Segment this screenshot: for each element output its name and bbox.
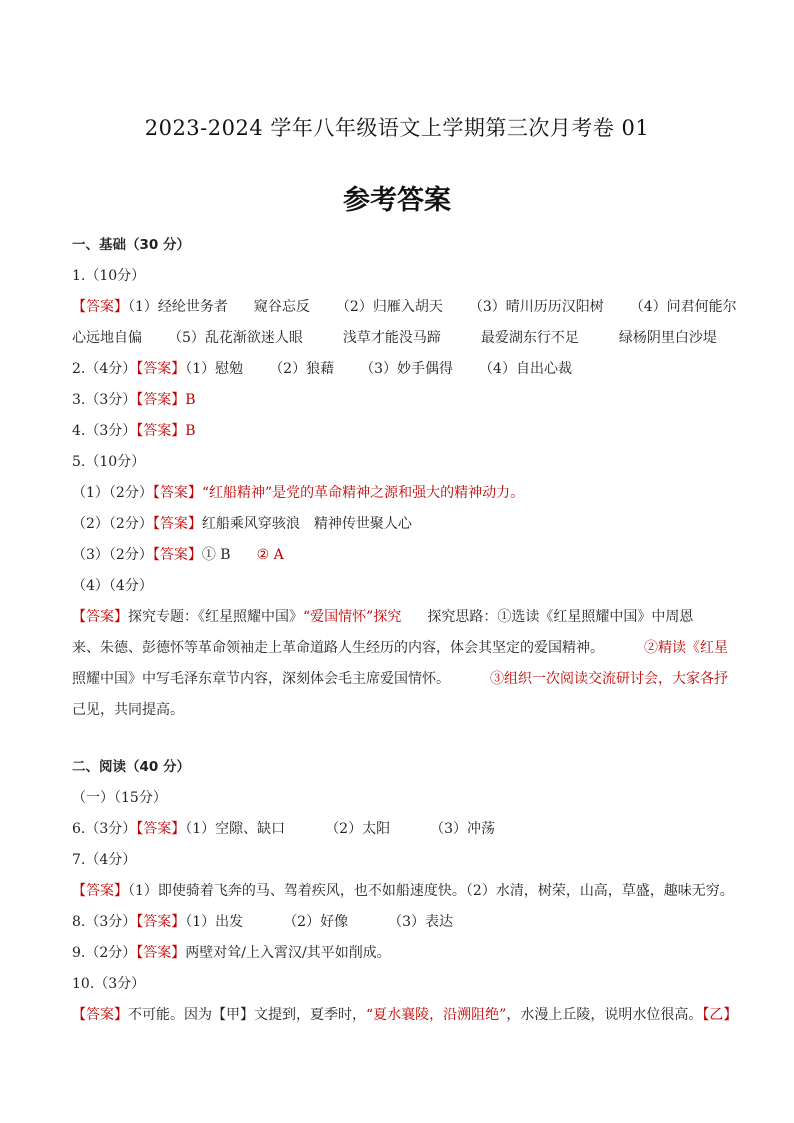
q8-line bbox=[72, 907, 732, 938]
q1-answer-line1 bbox=[72, 292, 737, 323]
q1-label: 1.（10分） bbox=[72, 268, 146, 284]
q2-item: （1）慰勉 bbox=[185, 361, 244, 377]
q1-item: 最爱湖东行不足 bbox=[480, 330, 579, 346]
q3-line bbox=[72, 385, 732, 416]
q5-4-label: （4）（4分） bbox=[72, 578, 153, 594]
answer-tag: 【答案】 bbox=[152, 516, 202, 532]
q5-2-prefix: （2）（2分） bbox=[72, 516, 153, 532]
q6-prefix: 6.（3分） bbox=[72, 821, 137, 837]
q1-item: （3）晴川历历汉阳树 bbox=[468, 299, 604, 315]
q5-4-text: 照耀中国》中写毛泽东章节内容，深刻体会毛主席爱国情怀。 bbox=[72, 671, 450, 687]
answer-content bbox=[72, 230, 738, 1031]
answer-tag: 【答案】 bbox=[152, 547, 202, 563]
q5-1-answer: “红船精神”是党的革命精神之源和强大的精神动力。 bbox=[201, 485, 525, 501]
page-title: 2023-2024 学年八年级语文上学期第三次月考卷 01 bbox=[144, 116, 650, 140]
q1-item: （4）问君何能尔 bbox=[629, 299, 737, 315]
q3-prefix: 3.（3分） bbox=[72, 392, 137, 408]
q2-item: （3）妙手偶得 bbox=[360, 361, 454, 377]
q5-4-text: ③组织一次阅读交流研讨会，大家各抒 bbox=[490, 671, 728, 687]
q2-item: （4）自出心裁 bbox=[479, 361, 572, 377]
answer-tag: 【答案】 bbox=[72, 1007, 128, 1023]
q2-prefix: 2.（4分） bbox=[72, 361, 137, 377]
q2-line bbox=[72, 354, 732, 385]
q5-4-line4: 己见，共同提高。 bbox=[72, 702, 184, 718]
q5-2-answer: 红船乘风穿骇浪 精神传世聚人心 bbox=[201, 516, 412, 532]
section-heading-basics: 一、基础（30 分） bbox=[72, 237, 190, 253]
q1-item: （1）经纶世务者 bbox=[128, 299, 228, 315]
q5-4-line3 bbox=[72, 664, 732, 695]
q10-text: 不可能。因为【甲】文提到，夏季时， bbox=[128, 1007, 366, 1023]
q10-text: ，水漫上丘陵，说明水位很高。 bbox=[506, 1007, 703, 1023]
q5-2-line bbox=[72, 509, 732, 540]
q5-3-prefix: （3）（2分） bbox=[72, 547, 153, 563]
reading-part1-label: （一）（15分） bbox=[72, 790, 167, 806]
answer-tag: 【答案】 bbox=[136, 914, 186, 930]
answer-tag: 【答案】 bbox=[136, 945, 186, 961]
q5-4-line1 bbox=[72, 602, 732, 633]
q6-item: （3）冲荡 bbox=[430, 821, 496, 837]
q8-item: （1）出发 bbox=[185, 914, 244, 930]
section-heading-reading: 二、阅读（40 分） bbox=[72, 759, 190, 775]
q10-text: 【乙】 bbox=[702, 1007, 738, 1023]
q1-item: 心远地自偏 bbox=[72, 330, 142, 346]
q5-4-text: 探究思路：①选读《红星照耀中国》中周恩 bbox=[427, 609, 694, 625]
q5-4-line2 bbox=[72, 633, 732, 664]
q5-3-answer-b: ② A bbox=[256, 547, 284, 563]
q5-3-line bbox=[72, 540, 732, 571]
answer-tag: 【答案】 bbox=[136, 392, 186, 408]
q10-answer-line bbox=[72, 1000, 738, 1031]
q10-quote: “夏水襄陵，沿溯阻绝” bbox=[366, 1007, 507, 1023]
q3-answer: B bbox=[185, 392, 196, 408]
q2-item: （2）狼藉 bbox=[269, 361, 335, 377]
q9-answer: 两壁对耸/上入霄汉/其平如削成。 bbox=[185, 945, 391, 961]
q5-4-text: 探究专题：《红星照耀中国》 bbox=[128, 609, 303, 625]
q5-4-text: ②精读《红星 bbox=[644, 640, 728, 656]
q6-line bbox=[72, 814, 732, 845]
q9-line bbox=[72, 938, 732, 969]
answer-tag: 【答案】 bbox=[136, 423, 186, 439]
answer-tag: 【答案】 bbox=[72, 883, 128, 899]
q4-answer: B bbox=[185, 423, 196, 439]
q10-label: 10.（3分） bbox=[72, 976, 146, 992]
q5-4-text: “爱国情怀”探究 bbox=[303, 609, 402, 625]
answer-tag: 【答案】 bbox=[136, 361, 186, 377]
q5-1-line bbox=[72, 478, 732, 509]
answer-tag: 【答案】 bbox=[72, 609, 128, 625]
q5-4-text: 来、朱德、彭德怀等革命领袖走上革命道路人生经历的内容，体会其坚定的爱国精神。 bbox=[72, 640, 604, 656]
q7-answer: （1）即使骑着飞奔的马、驾着疾风，也不如船速度快。（2）水清，树荣，山高，草盛，趣味无穷。 bbox=[128, 883, 734, 899]
answer-tag: 【答案】 bbox=[72, 299, 128, 315]
q1-item: 窥谷忘反 bbox=[253, 299, 310, 315]
q1-item: 浅草才能没马蹄 bbox=[342, 330, 441, 346]
q5-label: 5.（10分） bbox=[72, 454, 146, 470]
q4-line bbox=[72, 416, 732, 447]
q8-item: （3）表达 bbox=[388, 914, 454, 930]
q5-1-prefix: （1）（2分） bbox=[72, 485, 153, 501]
answer-tag: 【答案】 bbox=[136, 821, 186, 837]
q6-item: （1）空隙、缺口 bbox=[185, 821, 286, 837]
q8-prefix: 8.（3分） bbox=[72, 914, 137, 930]
page-subtitle: 参考答案 bbox=[343, 185, 451, 216]
answer-tag: 【答案】 bbox=[152, 485, 202, 501]
q9-prefix: 9.（2分） bbox=[72, 945, 137, 961]
q1-item: 绿杨阴里白沙堤 bbox=[618, 330, 717, 346]
q6-item: （2）太阳 bbox=[325, 821, 391, 837]
q1-item: （2）归雁入胡天 bbox=[335, 299, 443, 315]
q7-answer-line bbox=[72, 876, 732, 907]
q5-3-answer-a: ① B bbox=[201, 547, 231, 563]
q1-answer-line2 bbox=[72, 323, 732, 354]
q7-label: 7.（4分） bbox=[72, 852, 137, 868]
q4-prefix: 4.（3分） bbox=[72, 423, 137, 439]
q1-item: （5）乱花渐欲迷人眼 bbox=[168, 330, 303, 346]
q8-item: （2）好像 bbox=[283, 914, 349, 930]
